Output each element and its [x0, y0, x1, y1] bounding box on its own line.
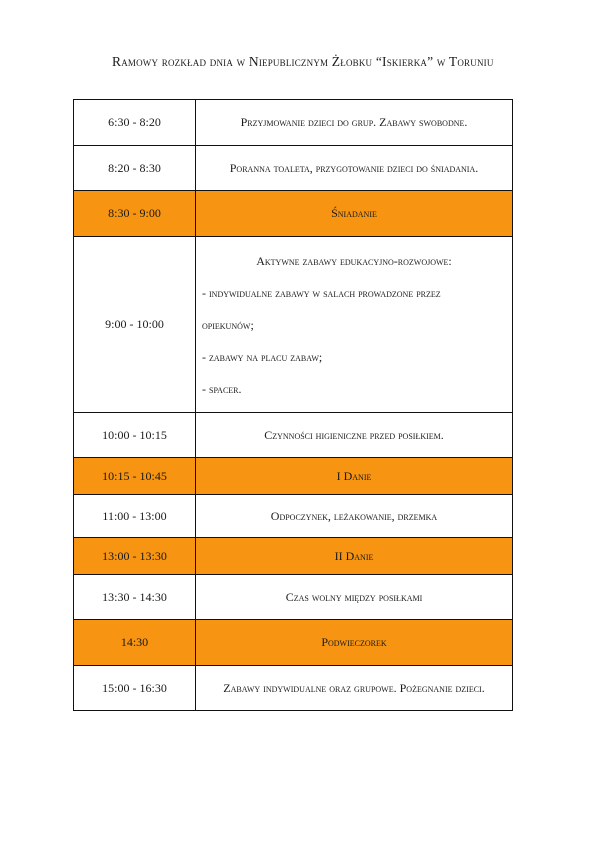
table-row-highlight	[74, 458, 513, 495]
table-row	[74, 100, 513, 146]
time-cell: 8:30 - 9:00	[74, 191, 196, 237]
activity-cell: Podwieczorek	[196, 620, 513, 666]
time-cell: 9:00 - 10:00	[74, 237, 196, 413]
time-cell: 6:30 - 8:20	[74, 100, 196, 146]
activity-line: - indywidualne zabawy w salach prowadzone przez	[202, 285, 441, 300]
activity-cell: II Danie	[196, 538, 513, 575]
activity-cell: I Danie	[196, 458, 513, 495]
table-row-highlight	[74, 191, 513, 237]
activity-cell: Czynności higieniczne przed posiłkiem.	[196, 413, 513, 458]
activity-cell	[196, 237, 513, 413]
time-cell: 13:30 - 14:30	[74, 575, 196, 620]
activity-cell: Zabawy indywidualne oraz grupowe. Pożegnanie dzieci.	[196, 666, 513, 711]
table-row	[74, 495, 513, 538]
activity-cell: Czas wolny między posiłkami	[196, 575, 513, 620]
activity-cell: Przyjmowanie dzieci do grup. Zabawy swobodne.	[196, 100, 513, 146]
activity-line: - spacer.	[202, 381, 242, 396]
time-cell: 13:00 - 13:30	[74, 538, 196, 575]
page-title: Ramowy rozkład dnia w Niepublicznym Żłobku “Iskierka” w Toruniu	[112, 54, 494, 69]
activity-cell: Odpoczynek, leżakowanie, drzemka	[196, 495, 513, 538]
table-row	[74, 237, 513, 413]
activity-cell: Poranna toaleta, przygotowanie dzieci do śniadania.	[196, 146, 513, 191]
table-row	[74, 666, 513, 711]
time-cell: 11:00 - 13:00	[74, 495, 196, 538]
schedule-table	[73, 99, 513, 711]
time-cell: 8:20 - 8:30	[74, 146, 196, 191]
table-row	[74, 413, 513, 458]
time-cell: 10:00 - 10:15	[74, 413, 196, 458]
activity-line: - zabawy na placu zabaw;	[202, 349, 323, 364]
activity-heading: Aktywne zabawy edukacyjno-rozwojowe:	[256, 253, 452, 268]
time-cell: 15:00 - 16:30	[74, 666, 196, 711]
activity-line: opiekunów;	[202, 317, 254, 332]
table-row-highlight	[74, 620, 513, 666]
activity-cell: Śniadanie	[196, 191, 513, 237]
time-cell: 10:15 - 10:45	[74, 458, 196, 495]
table-row	[74, 575, 513, 620]
time-cell: 14:30	[74, 620, 196, 666]
table-row	[74, 146, 513, 191]
table-row-highlight	[74, 538, 513, 575]
